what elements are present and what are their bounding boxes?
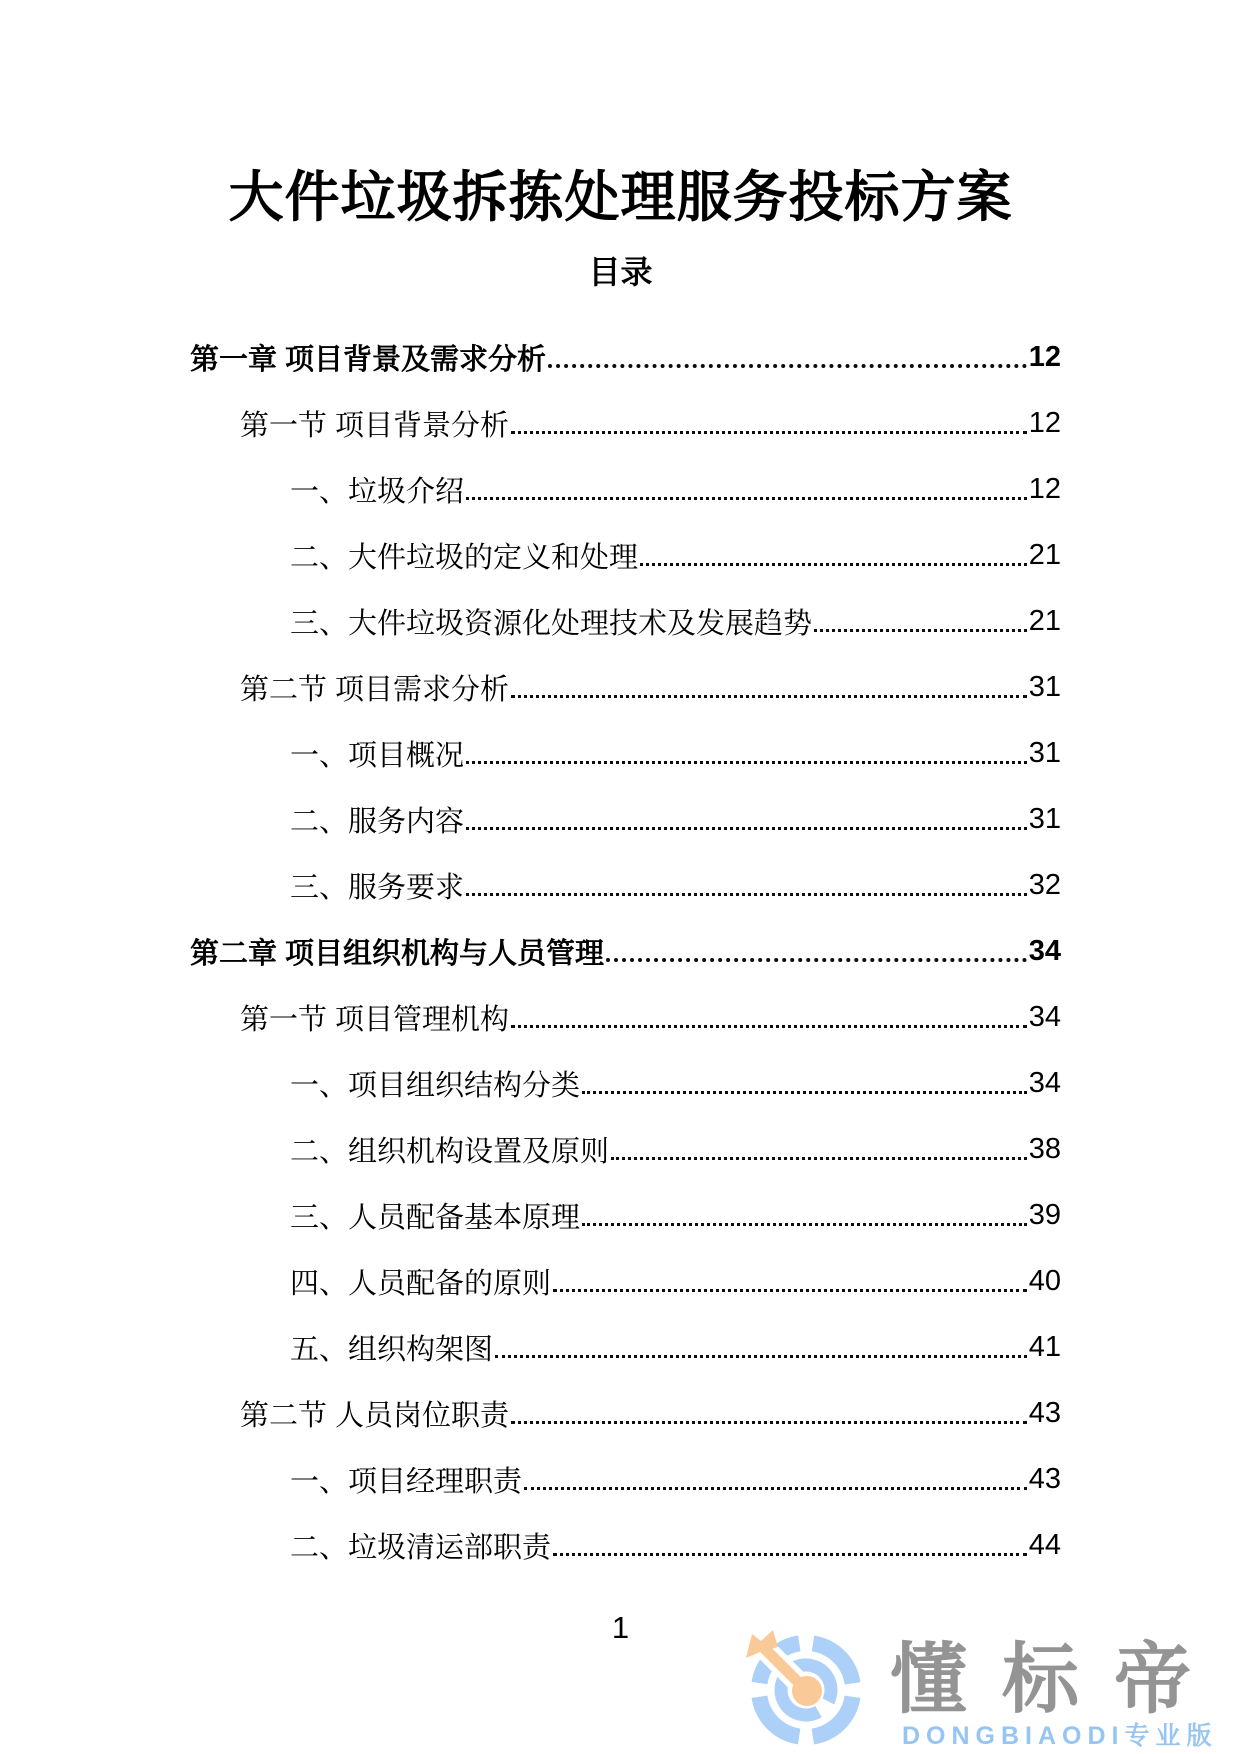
toc-entry-label: 二、服务内容 [290,805,465,838]
toc-entry-label: 第一节 项目背景分析 [240,409,510,442]
toc-entry-page: 12 [1028,406,1061,439]
document-title: 大件垃圾拆拣处理服务投标方案 [228,166,1013,228]
toc-entry-label: 第二节 项目需求分析 [240,673,510,706]
dotted-leader [466,761,1027,764]
toc-entry-page: 21 [1028,538,1061,571]
toc-entry-label: 三、服务要求 [290,871,465,904]
dotted-leader [553,1289,1027,1292]
watermark-brand-subtitle: DONGBIAODI专业版 [902,1722,1218,1750]
dotted-leader [548,364,1027,368]
toc-entry [0,852,1241,918]
toc-heading: 目录 [588,254,653,290]
toc-entry-label: 三、人员配备基本原理 [290,1201,581,1234]
toc-entry-label: 一、项目概况 [290,739,465,772]
toc-entry-page: 12 [1028,472,1061,505]
toc-entry-label: 三、大件垃圾资源化处理技术及发展趋势 [290,607,813,640]
toc-entry-page: 34 [1028,1066,1061,1099]
toc-entry [0,1182,1241,1248]
toc-entry-page: 34 [1028,1000,1061,1033]
toc-entry-label: 一、项目经理职责 [290,1465,523,1498]
toc-entry [0,1380,1241,1446]
dotted-leader [640,563,1027,566]
toc-entry [0,786,1241,852]
dotted-leader [611,1157,1027,1160]
toc-entry [0,654,1241,720]
toc-entry [0,1116,1241,1182]
toc-entry [0,1248,1241,1314]
dotted-leader [606,958,1027,962]
toc-entry-label: 第二节 人员岗位职责 [240,1399,510,1432]
toc-entry-page: 34 [1028,934,1061,967]
toc-entry-page: 31 [1028,736,1061,769]
toc-entry [0,918,1241,984]
page-number: 1 [611,1610,630,1645]
toc-entry-page: 39 [1028,1198,1061,1231]
dotted-leader [511,431,1027,434]
toc-entry-page: 31 [1028,802,1061,835]
dotted-leader [511,1421,1027,1424]
dotted-leader [582,1091,1027,1094]
toc-entry [0,984,1241,1050]
dotted-leader [466,893,1027,896]
toc-entry-label: 第一章 项目背景及需求分析 [190,343,547,376]
toc-entry [0,456,1241,522]
toc-entry [0,390,1241,456]
toc-entry-page: 31 [1028,670,1061,703]
toc [0,324,1241,1578]
toc-entry-label: 二、垃圾清运部职责 [290,1531,552,1564]
toc-entry-label: 四、人员配备的原则 [290,1267,552,1300]
toc-entry-label: 五、组织构架图 [290,1333,494,1366]
toc-entry-label: 第一节 项目管理机构 [240,1003,510,1036]
toc-entry-page: 12 [1028,340,1061,373]
toc-entry-label: 第二章 项目组织机构与人员管理 [190,937,605,970]
dotted-leader [466,827,1027,830]
watermark [744,1628,1241,1754]
toc-entry [0,522,1241,588]
dotted-leader [495,1355,1027,1358]
toc-entry-page: 44 [1028,1528,1061,1561]
toc-entry [0,588,1241,654]
toc-entry-label: 二、组织机构设置及原则 [290,1135,610,1168]
dotted-leader [553,1553,1027,1556]
toc-entry-page: 43 [1028,1396,1061,1429]
toc-entry-page: 32 [1028,868,1061,901]
dotted-leader [511,1025,1027,1028]
toc-entry-page: 40 [1028,1264,1061,1297]
toc-entry-page: 41 [1028,1330,1061,1363]
toc-entry-label: 一、项目组织结构分类 [290,1069,581,1102]
dotted-leader [582,1223,1027,1226]
toc-entry [0,1512,1241,1578]
target-arrow-icon [744,1628,868,1752]
toc-entry-page: 38 [1028,1132,1061,1165]
toc-entry [0,1446,1241,1512]
toc-entry-label: 二、大件垃圾的定义和处理 [290,541,639,574]
dotted-leader [524,1487,1027,1490]
dotted-leader [466,497,1027,500]
toc-entry-label: 一、垃圾介绍 [290,475,465,508]
toc-entry-page: 43 [1028,1462,1061,1495]
dotted-leader [814,629,1027,632]
toc-entry [0,1050,1241,1116]
dotted-leader [511,695,1027,698]
watermark-brand-name: 懂标帝 [890,1637,1226,1723]
toc-entry [0,720,1241,786]
toc-entry [0,324,1241,390]
toc-entry-page: 21 [1028,604,1061,637]
toc-entry [0,1314,1241,1380]
